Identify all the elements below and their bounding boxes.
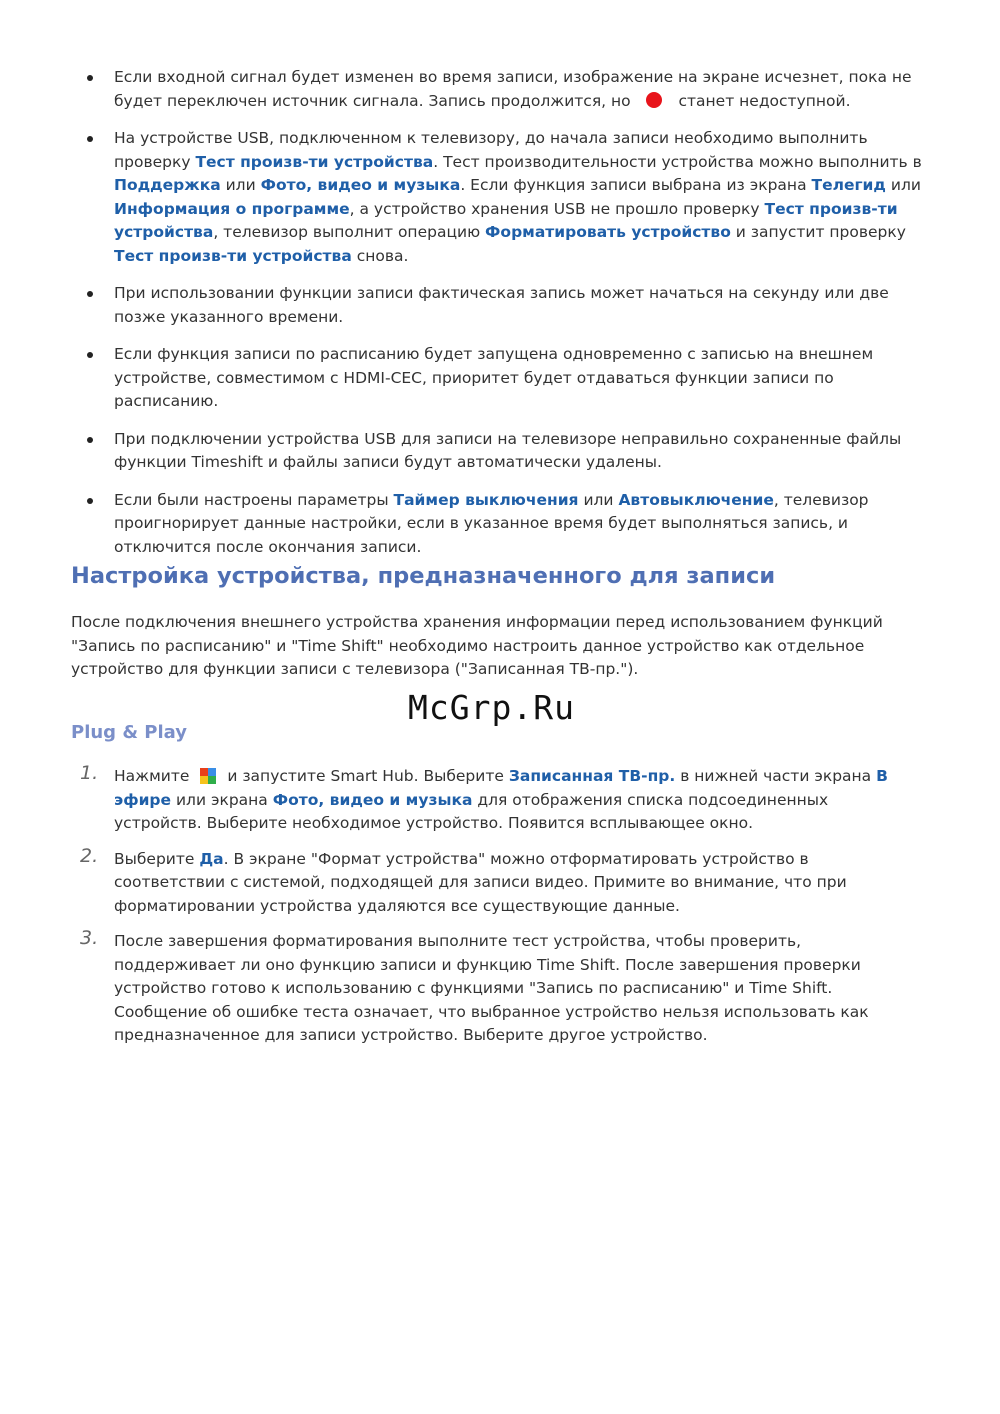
text-run: или экрана bbox=[171, 790, 273, 809]
text-run: При использовании функции записи фактическая запись может начаться на секунду или две позже указанного времени. bbox=[114, 284, 889, 326]
text-run: в нижней части экрана bbox=[675, 767, 877, 785]
text-run: На устройстве USB, подключенном к телевизору, до начала записи необходимо выполнить проверку bbox=[114, 129, 868, 171]
steps-list bbox=[0, 762, 1000, 1060]
text-run: и запустит проверку bbox=[730, 223, 906, 241]
text-run: Выберите bbox=[114, 849, 200, 868]
watermark: McGrp.Ru bbox=[408, 688, 575, 727]
text-run: снова. bbox=[351, 246, 409, 265]
text-run: или bbox=[578, 490, 619, 509]
step-number: 1. bbox=[80, 762, 99, 784]
text-run: или bbox=[885, 176, 921, 194]
text-run: После завершения форматирования выполните тест устройства, чтобы проверить, поддерживает ли оно функцию записи и функцию Time Shift. После завершения проверки устройство готово к использованию с функциями "Запись по расписанию" и Time Shift. Сообщение об ошибке теста означает, что выбранное устройство нельзя использовать как предназначенное для записи устройство. Выберите другое устройство. bbox=[114, 932, 869, 1044]
menu-term: Телегид bbox=[811, 176, 886, 194]
section-intro: После подключения внешнего устройства хранения информации перед использованием функций "Запись по расписанию" и "Time Shift" необходимо настроить данное устройство как отдельное устройство для функции записи с телевизора ("Записанная ТВ-пр."). bbox=[71, 613, 883, 678]
text-run: . В экране "Формат устройства" можно отформатировать устройство в соответствии с системой, подходящей для записи видео. Примите во внимание, что при форматировании устройства удаляются все существующие данные. bbox=[114, 849, 847, 915]
list-item bbox=[114, 489, 934, 560]
list-item bbox=[114, 66, 934, 113]
list-item bbox=[114, 428, 934, 475]
menu-term: Фото, видео и музыка bbox=[272, 790, 473, 809]
menu-term: Таймер выключения bbox=[393, 490, 579, 509]
step-text bbox=[114, 850, 847, 915]
record-icon bbox=[646, 92, 662, 108]
text-run: Если были настроены параметры bbox=[114, 490, 394, 509]
text-run: Если входной сигнал будет изменен во время записи, изображение на экране исчезнет, пока не будет переключен источник сигнала. Запись продолжится, но bbox=[114, 68, 912, 110]
menu-term: Тест произв-ти устройства bbox=[114, 199, 898, 241]
step-item bbox=[80, 844, 914, 919]
smart-hub-icon bbox=[200, 768, 216, 784]
text-run: , а устройство хранения USB не прошло проверку bbox=[349, 199, 765, 218]
menu-term: Тест произв-ти устройства bbox=[195, 152, 434, 171]
menu-term: Тест произв-ти устройства bbox=[114, 246, 352, 265]
list-item bbox=[114, 282, 934, 329]
step-text bbox=[114, 767, 888, 832]
section-title: Настройка устройства, предназначенного для записи bbox=[71, 563, 776, 589]
step-item bbox=[80, 927, 914, 1048]
menu-term: Поддержка bbox=[114, 176, 221, 194]
text-run: Нажмите bbox=[114, 767, 195, 785]
step-number: 2. bbox=[80, 844, 99, 867]
text-run: . Тест производительности устройства можно выполнить в bbox=[433, 152, 922, 171]
text-run: станет недоступной. bbox=[673, 91, 851, 110]
menu-term: Да bbox=[199, 849, 224, 868]
notes-list bbox=[0, 66, 1000, 573]
text-run: или bbox=[220, 176, 261, 194]
menu-term: Фото, видео и музыка bbox=[260, 176, 461, 194]
text-run: . Если функция записи выбрана из экрана bbox=[460, 176, 812, 194]
list-item bbox=[114, 127, 934, 268]
step-item bbox=[80, 762, 914, 836]
menu-term: Форматировать устройство bbox=[485, 223, 731, 241]
subsection-title: Plug & Play bbox=[71, 722, 187, 743]
text-run: Если функция записи по расписанию будет запущена одновременно с записью на внешнем устройстве, совместимом с HDMI-CEC, приоритет будет отдаваться функции записи по расписанию. bbox=[114, 345, 874, 410]
menu-term: В эфире bbox=[114, 767, 888, 809]
menu-term: Автовыключение bbox=[618, 490, 774, 509]
list-item bbox=[114, 343, 934, 414]
step-text bbox=[114, 932, 869, 1044]
menu-term: Записанная ТВ-пр. bbox=[508, 767, 676, 785]
step-number: 3. bbox=[80, 927, 99, 949]
text-run: При подключении устройства USB для записи на телевизоре неправильно сохраненные файлы функции Timeshift и файлы записи будут автоматически удалены. bbox=[114, 429, 902, 471]
text-run: и запустите Smart Hub. Выберите bbox=[222, 767, 509, 785]
text-run: , телевизор проигнорирует данные настройки, если в указанное время будет выполняться запись, и отключится после окончания записи. bbox=[114, 490, 869, 556]
menu-term: Информация о программе bbox=[114, 199, 350, 218]
text-run: , телевизор выполнит операцию bbox=[213, 223, 486, 241]
text-run: для отображения списка подсоединенных устройств. Выберите необходимое устройство. Появится всплывающее окно. bbox=[114, 790, 829, 832]
